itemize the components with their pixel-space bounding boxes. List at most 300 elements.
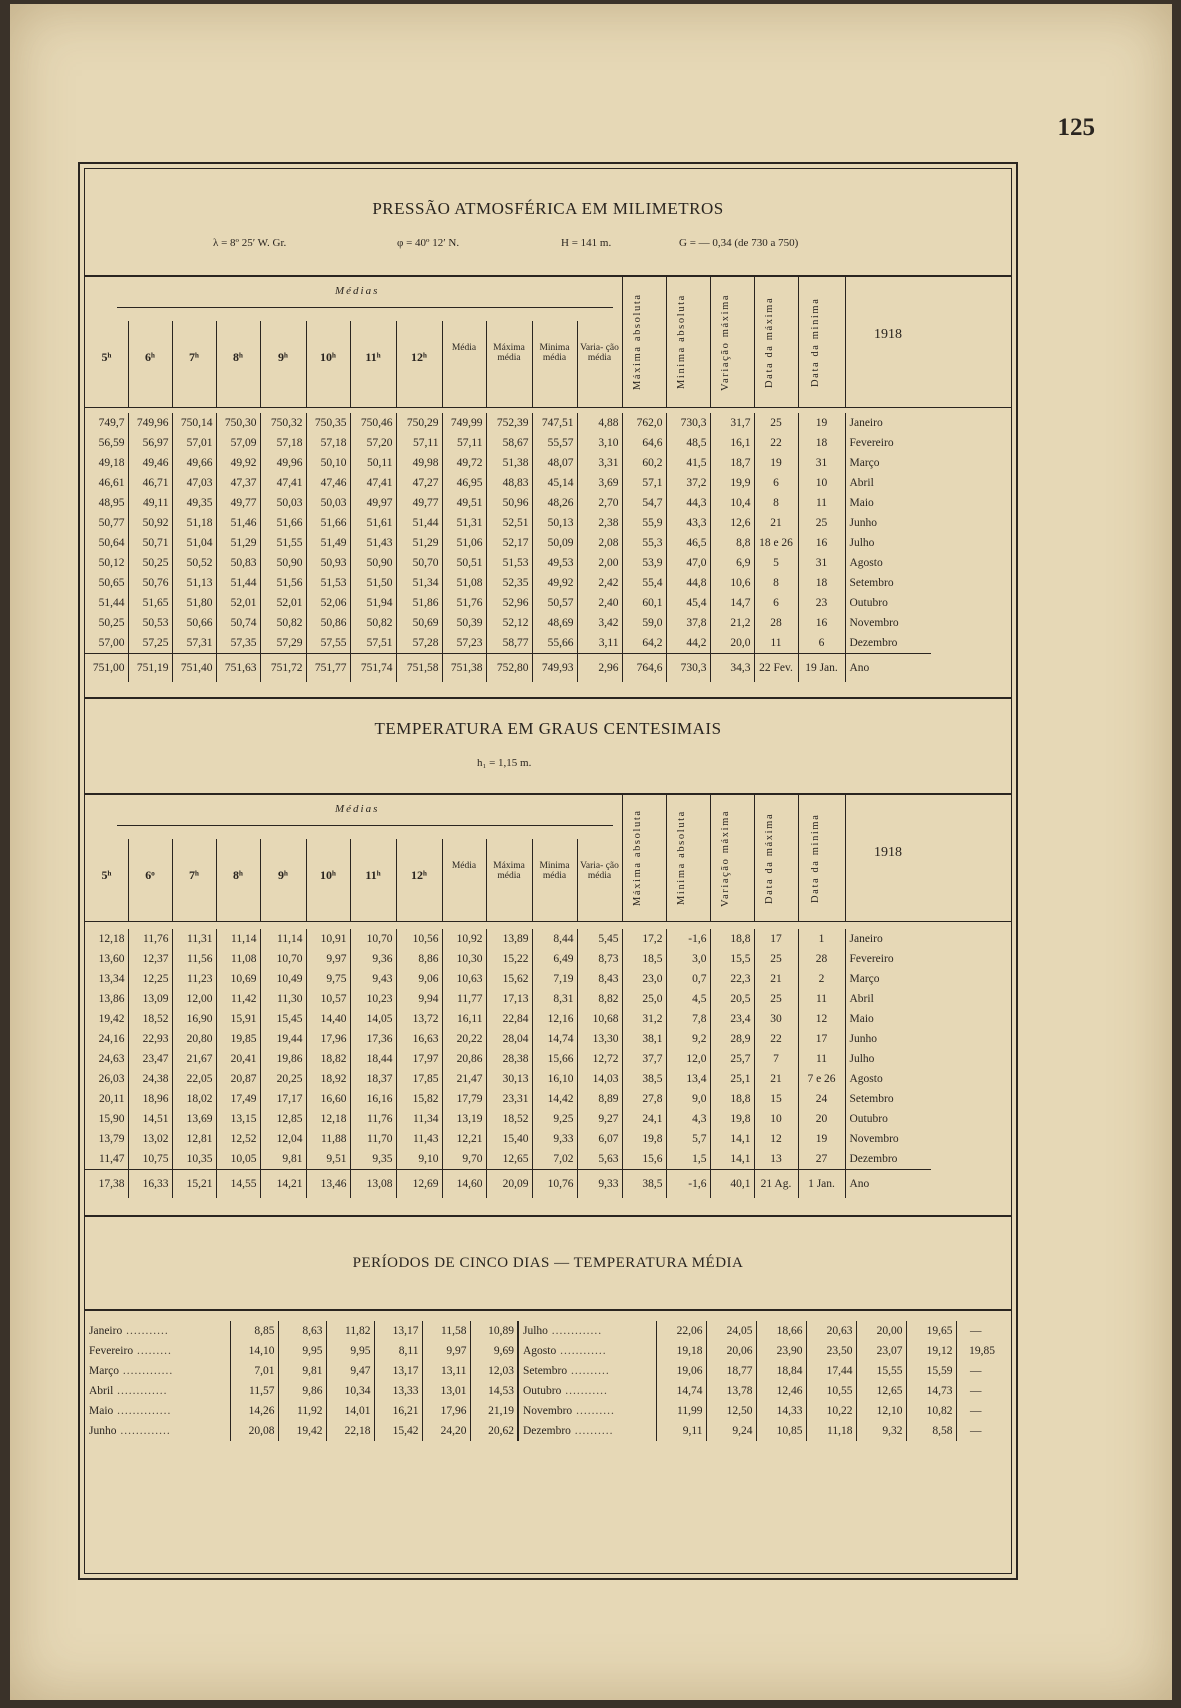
periods-cell: 8,58 [906, 1421, 956, 1441]
temperature-cell: 15,91 [216, 1009, 260, 1029]
temperature-cell: 38,5 [622, 1170, 666, 1199]
periods-cell: 15,55 [856, 1361, 906, 1381]
pressure-cell: 56,59 [98, 437, 125, 449]
periods-month-label: Junho ............. [89, 1425, 171, 1437]
temperature-cell: 9,27 [577, 1109, 622, 1129]
temperature-cell: 12 [798, 1009, 845, 1029]
temperature-cell: 21,67 [172, 1049, 216, 1069]
pressure-cell: 46,61 [98, 477, 125, 489]
pressure-cell: 19 [754, 453, 798, 473]
pressure-cell: 50,13 [532, 513, 577, 533]
temperature-cell: 16,11 [442, 1009, 486, 1029]
temperature-param-height: h₁ = 1,15 m. [477, 757, 532, 769]
temperature-cell: 20,11 [99, 1093, 125, 1105]
temperature-cell: 10,70 [350, 929, 396, 949]
pressure-cell: 51,65 [128, 593, 172, 613]
temperature-month-row [85, 949, 931, 969]
periods-title: PERÍODOS DE CINCO DIAS — TEMPERATURA MÉDIA [352, 1255, 744, 1271]
temperature-cell: 23,0 [622, 969, 666, 989]
temperature-month-row [85, 1129, 931, 1149]
temperature-header-variacao-media: Varia- ção média [580, 861, 619, 881]
pressure-cell: 51,29 [396, 533, 442, 553]
periods-top-rule [85, 1309, 1011, 1311]
pressure-cell: 2,42 [577, 573, 622, 593]
pressure-cell: 52,96 [486, 593, 532, 613]
temperature-cell: 11,88 [306, 1129, 350, 1149]
pressure-cell: 51,66 [306, 513, 350, 533]
periods-cell: 22,06 [656, 1321, 706, 1341]
temperature-month-row [85, 929, 931, 949]
temperature-header-data-maxima: Data da máxima [764, 812, 775, 904]
pressure-header-separator [622, 277, 623, 407]
temperature-cell: 7 [754, 1049, 798, 1069]
pressure-cell: 14,7 [710, 593, 754, 613]
pressure-cell: 50,70 [396, 553, 442, 573]
pressure-cell: 46,95 [442, 473, 486, 493]
pressure-cell: 18,7 [710, 453, 754, 473]
temperature-cell: 17,17 [260, 1089, 306, 1109]
temperature-cell: 24,16 [98, 1033, 125, 1045]
pressure-cell: 44,2 [666, 633, 710, 654]
periods-row [85, 1381, 998, 1401]
temperature-cell: 4,3 [666, 1109, 710, 1129]
periods-row [85, 1321, 998, 1341]
temperature-cell: 14,1 [710, 1129, 754, 1149]
temperature-header-6h: 6ᵒ [145, 868, 155, 882]
pressure-header-minima-media: Minima média [539, 343, 570, 363]
pressure-cell: 749,93 [532, 654, 577, 683]
pressure-cell: 47,41 [350, 473, 396, 493]
pressure-cell: 52,17 [486, 533, 532, 553]
temperature-cell: 7,02 [532, 1149, 577, 1170]
temperature-header-separator [442, 839, 443, 921]
pressure-cell: Julho [845, 533, 931, 553]
temperature-cell: 15,5 [710, 949, 754, 969]
periods-cell: 17,96 [422, 1401, 470, 1421]
pressure-title: PRESSÃO ATMOSFÉRICA EM MILIMETROS [372, 199, 724, 218]
pressure-header-separator [577, 321, 578, 407]
pressure-cell: 5 [754, 553, 798, 573]
pressure-cell: 50,57 [532, 593, 577, 613]
temperature-cell: 25,0 [622, 989, 666, 1009]
temperature-cell: 40,1 [710, 1170, 754, 1199]
pressure-cell: 45,4 [666, 593, 710, 613]
periods-cell: 9,95 [326, 1341, 374, 1361]
periods-cell: 20,62 [470, 1421, 518, 1441]
pressure-cell: 2,38 [577, 513, 622, 533]
pressure-cell: 57,23 [442, 633, 486, 654]
temperature-cell: 10,57 [306, 989, 350, 1009]
periods-cell: 11,99 [656, 1401, 706, 1421]
periods-cell: 24,20 [422, 1421, 470, 1441]
pressure-month-row [85, 533, 931, 553]
pressure-month-row [85, 453, 931, 473]
temperature-cell: 14,05 [350, 1009, 396, 1029]
temperature-cell: 15,90 [98, 1113, 125, 1125]
pressure-cell: 49,92 [532, 573, 577, 593]
pressure-cell: 750,30 [216, 413, 260, 433]
temperature-cell: 23,31 [486, 1089, 532, 1109]
pressure-cell: 50,77 [98, 517, 125, 529]
pressure-cell: 12,6 [710, 513, 754, 533]
temperature-cell: 10,70 [260, 949, 306, 969]
temperature-header-data-minima: Data da minima [809, 813, 821, 903]
temperature-cell: 8,44 [532, 929, 577, 949]
temperature-cell: 11,76 [350, 1109, 396, 1129]
temperature-cell: 14,1 [710, 1149, 754, 1170]
temperature-header-rule [85, 793, 1011, 795]
pressure-cell: 751,38 [442, 654, 486, 683]
temperature-cell: 11,70 [350, 1129, 396, 1149]
temperature-cell: 10 [754, 1109, 798, 1129]
periods-cell: 19,12 [906, 1341, 956, 1361]
pressure-cell: 52,01 [260, 593, 306, 613]
pressure-cell: 749,96 [128, 413, 172, 433]
temperature-cell: 12,52 [216, 1129, 260, 1149]
periods-cell: 12,46 [756, 1381, 806, 1401]
pressure-cell: 51,44 [396, 513, 442, 533]
periods-cell: 12,03 [470, 1361, 518, 1381]
pressure-cell: 55,4 [622, 573, 666, 593]
pressure-cell: 751,72 [260, 654, 306, 683]
temperature-cell: 20,86 [442, 1049, 486, 1069]
periods-row [85, 1341, 998, 1361]
temperature-cell: 17,79 [442, 1089, 486, 1109]
temperature-cell: Abril [845, 989, 931, 1009]
pressure-cell: 51,06 [442, 533, 486, 553]
temperature-cell: 13,30 [577, 1029, 622, 1049]
pressure-cell: 51,55 [260, 533, 306, 553]
pressure-cell: 57,51 [350, 633, 396, 654]
pressure-header-year: 1918 [874, 327, 902, 342]
temperature-cell: 14,74 [532, 1029, 577, 1049]
periods-cell: 18,77 [706, 1361, 756, 1381]
pressure-cell: Novembro [845, 613, 931, 633]
temperature-cell: 38,5 [622, 1069, 666, 1089]
pressure-header-separator [486, 321, 487, 407]
book-page [10, 4, 1172, 1700]
pressure-cell: 55,3 [622, 533, 666, 553]
pressure-cell: 50,03 [306, 493, 350, 513]
periods-cell: 14,26 [230, 1401, 278, 1421]
pressure-cell: 51,31 [442, 513, 486, 533]
temperature-cell: Agosto [845, 1069, 931, 1089]
temperature-header-separator [798, 795, 799, 921]
pressure-header-maxima-media: Máxima média [493, 343, 525, 363]
pressure-header-separator [710, 277, 711, 407]
pressure-cell: 50,69 [396, 613, 442, 633]
temperature-cell: 19,42 [98, 1013, 125, 1025]
pressure-month-row [85, 433, 931, 453]
temperature-cell: 14,03 [577, 1069, 622, 1089]
pressure-cell: 51,44 [216, 573, 260, 593]
temperature-cell: 9,10 [396, 1149, 442, 1170]
pressure-cell: 50,52 [172, 553, 216, 573]
pressure-cell: 22 [754, 433, 798, 453]
periods-cell: 17,44 [806, 1361, 856, 1381]
pressure-cell: 50,92 [128, 513, 172, 533]
temperature-cell: 23,4 [710, 1009, 754, 1029]
pressure-cell: 50,12 [98, 557, 125, 569]
periods-cell: 9,47 [326, 1361, 374, 1381]
periods-cell: 20,63 [806, 1321, 856, 1341]
pressure-cell: 51,86 [396, 593, 442, 613]
periods-cell: 9,95 [278, 1341, 326, 1361]
temperature-month-row [85, 1009, 931, 1029]
temperature-cell: Outubro [845, 1109, 931, 1129]
temperature-cell: 17,36 [350, 1029, 396, 1049]
temperature-cell: 21 [754, 969, 798, 989]
pressure-header-separator [532, 321, 533, 407]
pressure-cell: Dezembro [845, 633, 931, 654]
temperature-cell: 9,06 [396, 969, 442, 989]
pressure-header-6h: 6ʰ [145, 350, 155, 364]
periods-cell: 10,89 [470, 1321, 518, 1341]
temperature-cell: 12,04 [260, 1129, 306, 1149]
temperature-cell: 11,14 [216, 929, 260, 949]
pressure-cell: 50,90 [260, 553, 306, 573]
pressure-header-data-maxima: Data da máxima [764, 296, 775, 388]
pressure-cell: 52,12 [486, 613, 532, 633]
pressure-cell: 51,50 [350, 573, 396, 593]
pressure-cell: 18 [798, 573, 845, 593]
pressure-cell: 8 [754, 493, 798, 513]
pressure-header-rule [85, 275, 1011, 277]
pressure-bottom-rule [85, 697, 1011, 699]
pressure-cell: 50,93 [306, 553, 350, 573]
periods-cell: 10,85 [756, 1421, 806, 1441]
periods-cell: 15,42 [374, 1421, 422, 1441]
temperature-header-8h: 8ʰ [233, 868, 243, 882]
temperature-cell: 17,85 [396, 1069, 442, 1089]
temperature-cell: 8,82 [577, 989, 622, 1009]
temperature-cell: 12 [754, 1129, 798, 1149]
pressure-cell: 51,38 [486, 453, 532, 473]
pressure-param-phi: φ = 40º 12′ N. [397, 237, 460, 249]
temperature-month-row [85, 1149, 931, 1170]
temperature-cell: 12,16 [532, 1009, 577, 1029]
pressure-cell: 64,6 [622, 433, 666, 453]
periods-cell: 20,08 [230, 1421, 278, 1441]
pressure-table [85, 413, 931, 682]
pressure-cell: 18 e 26 [754, 533, 798, 553]
temperature-cell: 10,63 [442, 969, 486, 989]
pressure-cell: 18 [798, 433, 845, 453]
temperature-cell: 16,16 [350, 1089, 396, 1109]
pressure-cell: 51,76 [442, 593, 486, 613]
pressure-cell: 57,00 [98, 637, 125, 649]
pressure-cell: 49,77 [396, 493, 442, 513]
temperature-cell: 22,93 [128, 1029, 172, 1049]
pressure-cell: 3,31 [577, 453, 622, 473]
temperature-cell: 3,0 [666, 949, 710, 969]
temperature-cell: 19,85 [216, 1029, 260, 1049]
pressure-header-separator [798, 277, 799, 407]
pressure-cell: 51,80 [172, 593, 216, 613]
pressure-cell: 48,83 [486, 473, 532, 493]
pressure-cell: 50,39 [442, 613, 486, 633]
pressure-cell: 51,49 [306, 533, 350, 553]
temperature-cell: 11,77 [442, 989, 486, 1009]
pressure-month-row [85, 473, 931, 493]
pressure-cell: 3,69 [577, 473, 622, 493]
pressure-body-rule [85, 407, 1011, 408]
periods-cell: 12,65 [856, 1381, 906, 1401]
pressure-header-variacao-maxima: Variação máxima [720, 293, 731, 391]
temperature-cell: 6,49 [532, 949, 577, 969]
periods-cell: 14,33 [756, 1401, 806, 1421]
temperature-cell: 10,75 [128, 1149, 172, 1170]
temperature-cell: 20,25 [260, 1069, 306, 1089]
pressure-cell: 50,74 [216, 613, 260, 633]
temperature-cell: 10,05 [216, 1149, 260, 1170]
temperature-header-year: 1918 [874, 845, 902, 860]
pressure-cell: 10,6 [710, 573, 754, 593]
temperature-cell: 12,21 [442, 1129, 486, 1149]
temperature-cell: 11,23 [172, 969, 216, 989]
temperature-cell: 12,81 [172, 1129, 216, 1149]
pressure-cell: 49,97 [350, 493, 396, 513]
temperature-cell: 23,47 [128, 1049, 172, 1069]
temperature-cell: 17,2 [622, 929, 666, 949]
periods-cell: — [956, 1401, 998, 1421]
pressure-cell: 49,96 [260, 453, 306, 473]
pressure-cell: 57,28 [396, 633, 442, 654]
temperature-cell: 11,08 [216, 949, 260, 969]
pressure-cell: 51,34 [396, 573, 442, 593]
pressure-cell: 51,44 [98, 597, 125, 609]
pressure-cell: 64,2 [622, 633, 666, 654]
pressure-cell: 3,11 [577, 633, 622, 654]
temperature-cell: 9,51 [306, 1149, 350, 1170]
pressure-cell: 4,88 [577, 413, 622, 433]
temperature-cell: 12,72 [577, 1049, 622, 1069]
temperature-cell: 1,5 [666, 1149, 710, 1170]
temperature-cell: 15,62 [486, 969, 532, 989]
temperature-cell: 2 [798, 969, 845, 989]
temperature-header-9h: 9ʰ [278, 868, 288, 882]
pressure-cell: Junho [845, 513, 931, 533]
periods-cell: 14,01 [326, 1401, 374, 1421]
pressure-cell: 51,46 [216, 513, 260, 533]
periods-cell: — [956, 1321, 998, 1341]
pressure-cell: 747,51 [532, 413, 577, 433]
temperature-cell: 14,60 [442, 1170, 486, 1199]
temperature-cell: 10,69 [216, 969, 260, 989]
pressure-cell: 750,35 [306, 413, 350, 433]
pressure-cell: 48,26 [532, 493, 577, 513]
periods-cell: 10,82 [906, 1401, 956, 1421]
pressure-cell: 51,61 [350, 513, 396, 533]
temperature-cell: 9,2 [666, 1029, 710, 1049]
temperature-cell: 18,52 [486, 1109, 532, 1129]
periods-month-label: Fevereiro ......... [89, 1345, 172, 1357]
pressure-param-lambda: λ = 8º 25′ W. Gr. [213, 237, 287, 249]
periods-cell: 19,85 [956, 1341, 998, 1361]
temperature-cell: 18,96 [128, 1089, 172, 1109]
temperature-cell: 11 [798, 1049, 845, 1069]
pressure-header-maxima-absoluta: Máxima absoluta [632, 293, 643, 391]
pressure-cell: 50,66 [172, 613, 216, 633]
temperature-month-row [85, 969, 931, 989]
pressure-cell: 60,2 [622, 453, 666, 473]
temperature-cell: 20,09 [486, 1170, 532, 1199]
pressure-cell: 57,55 [306, 633, 350, 654]
periods-month-label: Agosto ............ [518, 1341, 656, 1361]
pressure-cell: 46,71 [128, 473, 172, 493]
pressure-header-5h: 5ʰ [101, 350, 112, 364]
periods-cell: 14,53 [470, 1381, 518, 1401]
periods-cell: — [956, 1421, 998, 1441]
pressure-cell: 51,04 [172, 533, 216, 553]
pressure-cell: 51,53 [306, 573, 350, 593]
pressure-cell: 50,25 [98, 617, 125, 629]
temperature-cell: 20 [798, 1109, 845, 1129]
pressure-cell: 49,53 [532, 553, 577, 573]
pressure-header-8h: 8ʰ [233, 350, 243, 364]
pressure-header-separator [396, 321, 397, 407]
periods-cell: — [956, 1381, 998, 1401]
temperature-cell: Ano [845, 1170, 931, 1199]
pressure-cell: 50,53 [128, 613, 172, 633]
pressure-cell: Março [845, 453, 931, 473]
temperature-cell: 18,52 [128, 1009, 172, 1029]
pressure-cell: 50,25 [128, 553, 172, 573]
pressure-cell: 25 [798, 513, 845, 533]
pressure-cell: 51,56 [260, 573, 306, 593]
temperature-cell: 19,44 [260, 1029, 306, 1049]
periods-month-label: Outubro ........... [518, 1381, 656, 1401]
periods-cell: 20,00 [856, 1321, 906, 1341]
temperature-cell: -1,6 [666, 929, 710, 949]
temperature-cell: 17,97 [396, 1049, 442, 1069]
temperature-cell: 38,1 [622, 1029, 666, 1049]
periods-cell: 19,18 [656, 1341, 706, 1361]
pressure-cell: 37,8 [666, 613, 710, 633]
temperature-header-11h: 11ʰ [365, 868, 381, 882]
pressure-cell: Maio [845, 493, 931, 513]
pressure-cell: 2,40 [577, 593, 622, 613]
periods-cell: 13,33 [374, 1381, 422, 1401]
pressure-cell: 55,57 [532, 433, 577, 453]
temperature-cell: 19,86 [260, 1049, 306, 1069]
pressure-cell: 57,01 [172, 433, 216, 453]
pressure-cell: 751,63 [216, 654, 260, 683]
temperature-cell: 6,07 [577, 1129, 622, 1149]
temperature-cell: 11,31 [172, 929, 216, 949]
pressure-cell: 55,66 [532, 633, 577, 654]
pressure-cell: 57,11 [442, 433, 486, 453]
temperature-cell: 13,02 [128, 1129, 172, 1149]
pressure-cell: 2,96 [577, 654, 622, 683]
temperature-cell: 16,60 [306, 1089, 350, 1109]
temperature-cell: 11,47 [99, 1153, 125, 1165]
temperature-cell: 13,79 [98, 1133, 125, 1145]
pressure-cell: 3,10 [577, 433, 622, 453]
temperature-cell: Maio [845, 1009, 931, 1029]
periods-cell: 9,24 [706, 1421, 756, 1441]
temperature-cell: 31,2 [622, 1009, 666, 1029]
pressure-month-row [85, 413, 931, 433]
pressure-cell: 50,83 [216, 553, 260, 573]
pressure-cell: 51,13 [172, 573, 216, 593]
pressure-cell: 53,9 [622, 553, 666, 573]
temperature-cell: 5,7 [666, 1129, 710, 1149]
pressure-cell: 50,65 [98, 577, 125, 589]
periods-cell: 10,55 [806, 1381, 856, 1401]
pressure-cell: 48,95 [98, 497, 125, 509]
pressure-cell: 51,43 [350, 533, 396, 553]
